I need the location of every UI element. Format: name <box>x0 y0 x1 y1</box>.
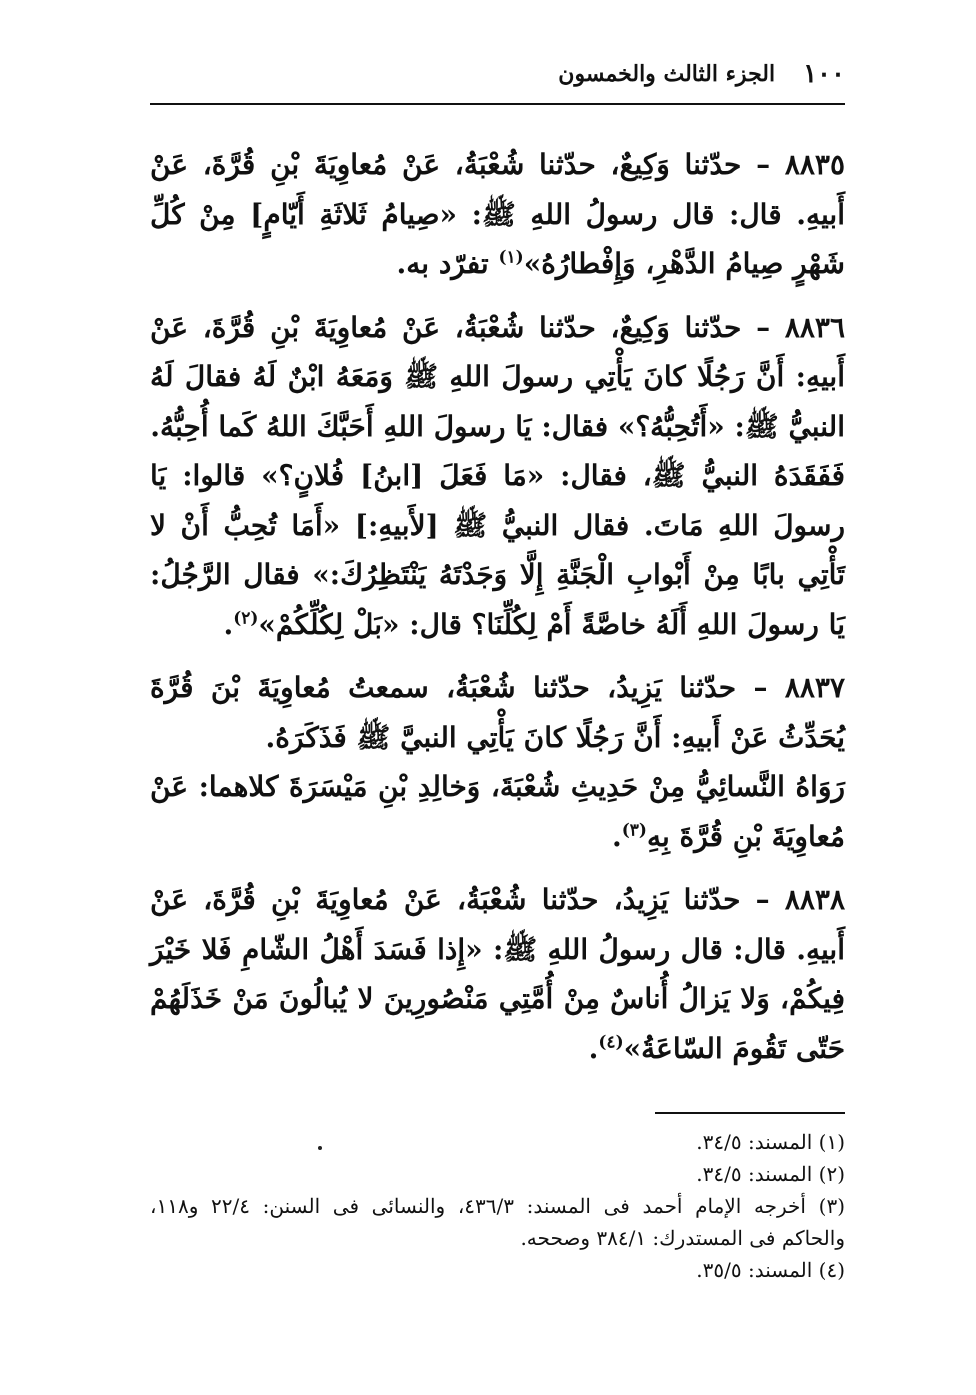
hadith-8836-continuation <box>150 451 845 649</box>
footnote-rule <box>655 1112 845 1114</box>
footnote-1: (١) المسند: ٣٤/٥. <box>696 1130 845 1154</box>
hadith-8837-tail: . <box>611 819 622 853</box>
main-text <box>150 140 845 1073</box>
footnote-2: (٢) المسند: ٣٤/٥. <box>696 1162 845 1186</box>
footnote-ref-2: (٢) <box>233 608 259 629</box>
hadith-8837-narration <box>150 762 845 861</box>
hadith-8837-narration-text: رَوَاهُ النَّسائِيُّ مِنْ حَدِيثِ شُعْبَةَ، وَخالِدِ بْنِ مَيْسَرَةَ كلاهما: عَنْ مُعاوِيَةَ بْنِ قُرَّةَ بِهِ <box>150 770 845 853</box>
hadith-8838-tail: . <box>588 1031 599 1065</box>
footnote-ref-1: (١) <box>498 247 524 268</box>
page-number: ١٠٠ <box>803 59 845 89</box>
hadith-8836-continuation-text: فَفَقَدَهُ النبيُّ ﷺ، فقال: «مَا فَعَلَ [ابنُ] فُلانٍ؟» قالوا: يَا رسولَ اللهِ مَاتَ. فقال النبيُّ ﷺ [لأَبيهِ:] «أَمَا تُحِبُّ أَنْ لا تَأْتِي بابًا مِنْ أَبْوابِ الْجَنَّةِ إِلَّا وَجَدْتَهُ يَنْتَظِرُكَ:» فقال الرَّجُلُ: يَا رسولَ اللهِ أَلَهُ خاصَّةً أَمْ لِكُلِّنَا؟ قال: «بَلْ لِكُلِّكُمْ» <box>150 459 845 641</box>
footnotes <box>150 1126 845 1286</box>
hadith-8835-text: ٨٨٣٥ – حدّثنا وَكِيعٌ، حدّثنا شُعْبَةُ، عَنْ مُعاوِيَةَ بْنِ قُرَّةَ، عَنْ أَبيهِ. قال: قال رسولُ اللهِ ﷺ: «صِيامُ ثَلاثَةِ أَيّامٍ] مِنْ كُلِّ شَهْرٍ صِيامُ الدَّهْرِ، وَإِفْطارُهُ» <box>150 148 845 280</box>
footnote-4: (٤) المسند: ٣٥/٥. <box>696 1258 845 1282</box>
footnote-3: (٣) أخرجه الإمام أحمد فى المسند: ٤٣٦/٣، والنسائى فى السنن: ٢٢/٤ و١١٨، والحاكم فى المستدرك: ٣٨٤/١ وصححه. <box>150 1194 845 1250</box>
hadith-8838-text: ٨٨٣٨ – حدّثنا يَزِيدُ، حدّثنا شُعْبَةُ، عَنْ مُعاوِيَةَ بْنِ قُرَّةَ، عَنْ أَبيهِ. قال: قال رسولُ اللهِ ﷺ: «إِذا فَسَدَ أَهْلُ الشّامِ فَلا خَيْرَ فِيكُمْ، وَلا يَزالُ أُناسٌ مِنْ أُمَّتِي مَنْصُورِينَ لا يُبالُونَ مَنْ خَذَلَهُمْ حَتّى تَقُومَ السّاعَةُ» <box>150 883 845 1065</box>
hadith-8836-text: ٨٨٣٦ – حدّثنا وَكِيعٌ، حدّثنا شُعْبَةُ، عَنْ مُعاوِيَةَ بْنِ قُرَّةَ، عَنْ أَبيهِ: أَنَّ رَجُلًا كانَ يَأْتِي رسولَ اللهِ ﷺ وَمَعَهُ ابْنٌ لَهُ فقالَ لَهُ النبيُّ ﷺ: «أَتُحِبُّهُ؟» فقال: يَا رسولَ اللهِ أَحَبَّكَ اللهُ كَما أُحِبُّهُ. <box>150 310 845 443</box>
running-head-title: الجزء الثالث والخمسون <box>558 61 776 87</box>
hadith-8835 <box>150 140 845 289</box>
hadith-8836 <box>150 303 845 452</box>
hadith-8837 <box>150 663 845 762</box>
running-head <box>150 52 845 96</box>
hadith-8836-tail: . <box>223 607 234 641</box>
header-rule <box>150 103 845 105</box>
footnote-ref-4: (٤) <box>598 1032 624 1053</box>
footnote-ref-3: (٣) <box>621 820 647 841</box>
hadith-8835-tail: تفرّد به. <box>396 247 499 280</box>
hadith-8838 <box>150 875 845 1073</box>
hadith-8837-text: ٨٨٣٧ – حدّثنا يَزِيدُ، حدّثنا شُعْبَةُ، سمعتُ مُعاوِيَةَ بْنَ قُرَّةَ يُحَدِّثُ عَنْ أَبيهِ: أَنَّ رَجُلًا كانَ يَأْتِي النبيَّ ﷺ فَذَكَرَهُ. <box>150 671 845 754</box>
